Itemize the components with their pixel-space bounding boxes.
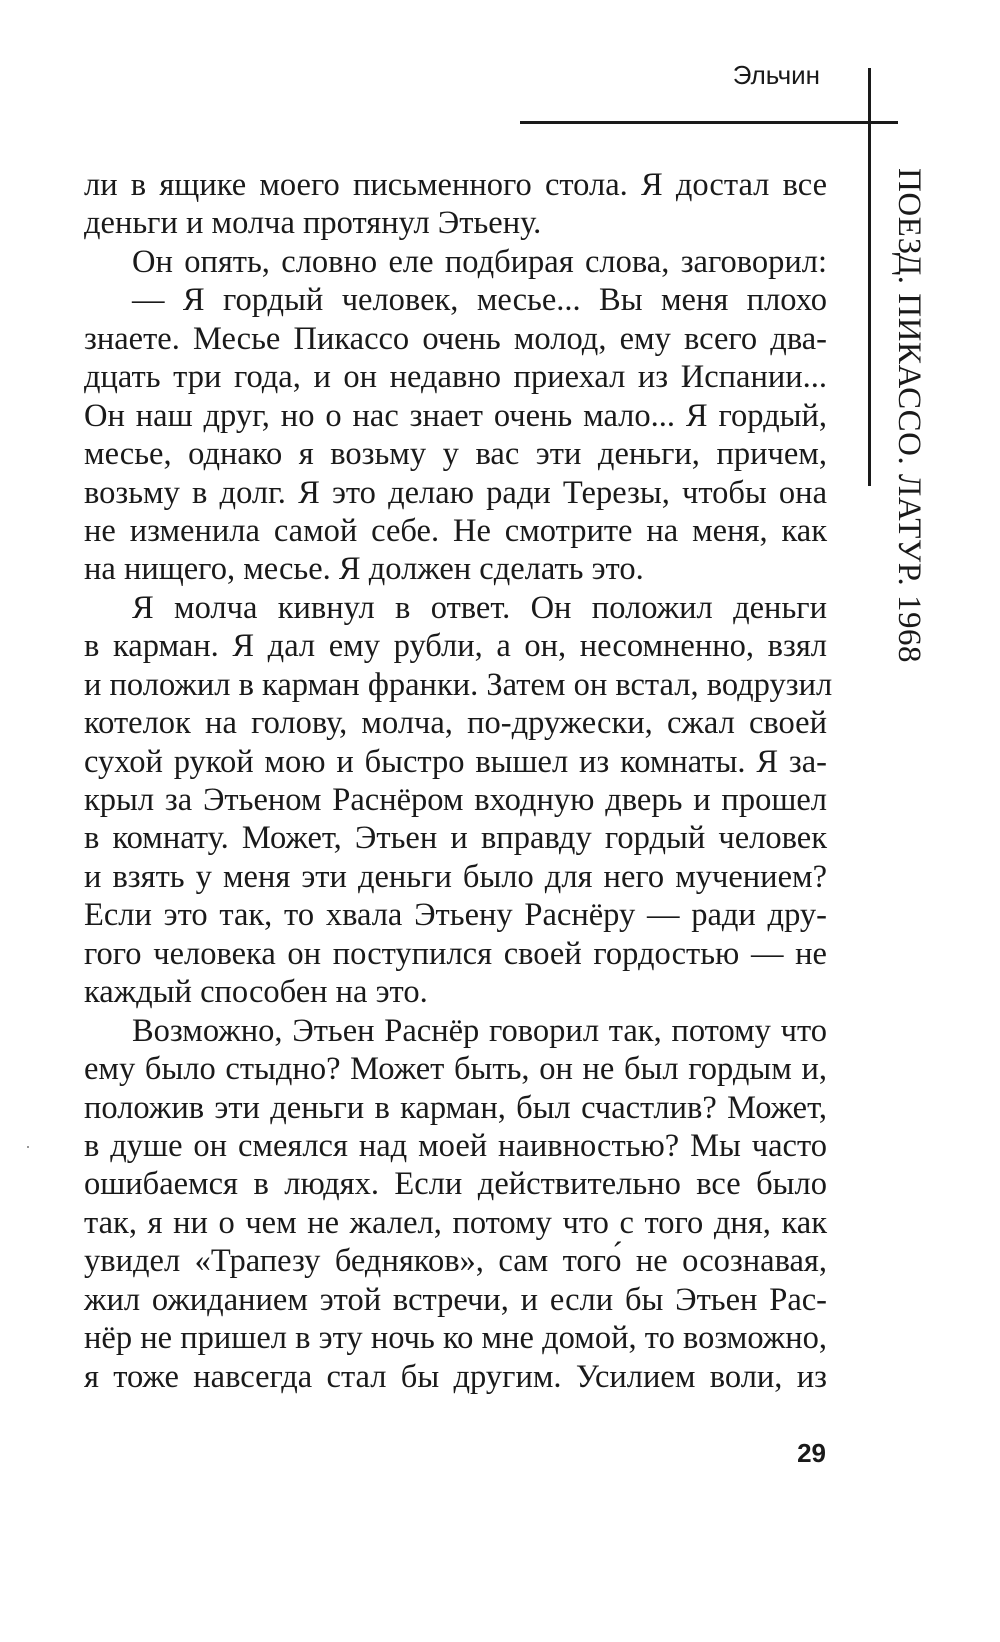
text-line: увидел «Трапезу бедняков», сам того́ не осознавая, <box>84 1243 827 1280</box>
text-line: — Я гордый человек, месье... Вы меня плохо <box>132 282 827 319</box>
text-line: в комнату. Может, Этьен и вправду гордый человек <box>84 820 827 857</box>
text-line: ли в ящике моего письменного стола. Я достал все <box>84 167 827 203</box>
text-line: на нищего, месье. Я должен сделать это. <box>84 551 644 588</box>
text-line: в карман. Я дал ему рубли, а он, несомненно, взял <box>84 628 827 665</box>
text-line: котелок на голову, молча, по-дружески, сжал своей <box>84 705 827 742</box>
text-line: месье, однако я возьму у вас эти деньги, причем, <box>84 436 827 473</box>
text-line: крыл за Этьеном Раснёром входную дверь и прошел <box>84 782 827 818</box>
text-line: дцать три года, и он недавно приехал из Испании... <box>84 359 827 396</box>
text-line: Если это так, то хвала Этьену Раснёру — ради дру- <box>84 897 827 934</box>
print-speck <box>27 1146 29 1148</box>
page-number: 29 <box>797 1438 826 1468</box>
text-line: Он наш друг, но о нас знает очень мало... Я гордый, <box>84 397 827 434</box>
text-line: каждый способен на это. <box>84 974 428 1011</box>
header-vertical-rule <box>868 68 871 486</box>
text-line: так, я ни о чем не жалел, потому что с того дня, как <box>84 1204 827 1241</box>
text-line: не изменила самой себе. Не смотрите на меня, как <box>84 512 827 549</box>
text-line: возьму в долг. Я это делаю ради Терезы, чтобы она <box>84 474 827 511</box>
header-horizontal-rule <box>520 121 898 124</box>
text-line: Я молча кивнул в ответ. Он положил деньги <box>132 589 827 626</box>
text-line: гого человека он поступился своей гордостью — не <box>84 935 827 972</box>
vertical-book-title: ПОЕЗД. ПИКАССО. ЛАТУР. 1968 <box>891 168 927 664</box>
body-text <box>84 166 833 1396</box>
running-head-author: Эльчин <box>732 60 820 90</box>
text-line: деньги и молча протянул Этьену. <box>84 205 542 242</box>
text-line: положив эти деньги в карман, был счастлив? Может, <box>84 1089 827 1126</box>
text-line: нёр не пришел в эту ночь ко мне домой, то возможно, <box>84 1320 827 1357</box>
text-line: сухой рукой мою и быстро вышел из комнаты. Я за- <box>84 743 827 780</box>
text-line: и положил в карман франки. Затем он встал, водрузил <box>84 666 833 703</box>
text-line: знаете. Месье Пикассо очень молод, ему всего два- <box>84 320 827 357</box>
text-line: ему было стыдно? Может быть, он не был гордым и, <box>84 1051 827 1088</box>
text-line: ошибаемся в людях. Если действительно все было <box>84 1166 827 1203</box>
text-line: Возможно, Этьен Раснёр говорил так, потому что <box>132 1012 827 1049</box>
text-line: я тоже навсегда стал бы другим. Усилием воли, из <box>84 1358 827 1395</box>
text-line: в душе он смеялся над моей наивностью? Мы часто <box>84 1127 827 1164</box>
text-line: и взять у меня эти деньги было для него мучением? <box>84 858 827 895</box>
text-line: Он опять, словно еле подбирая слова, заговорил: <box>132 243 827 280</box>
text-line: жил ожиданием этой встречи, и если бы Этьен Рас- <box>84 1281 827 1318</box>
